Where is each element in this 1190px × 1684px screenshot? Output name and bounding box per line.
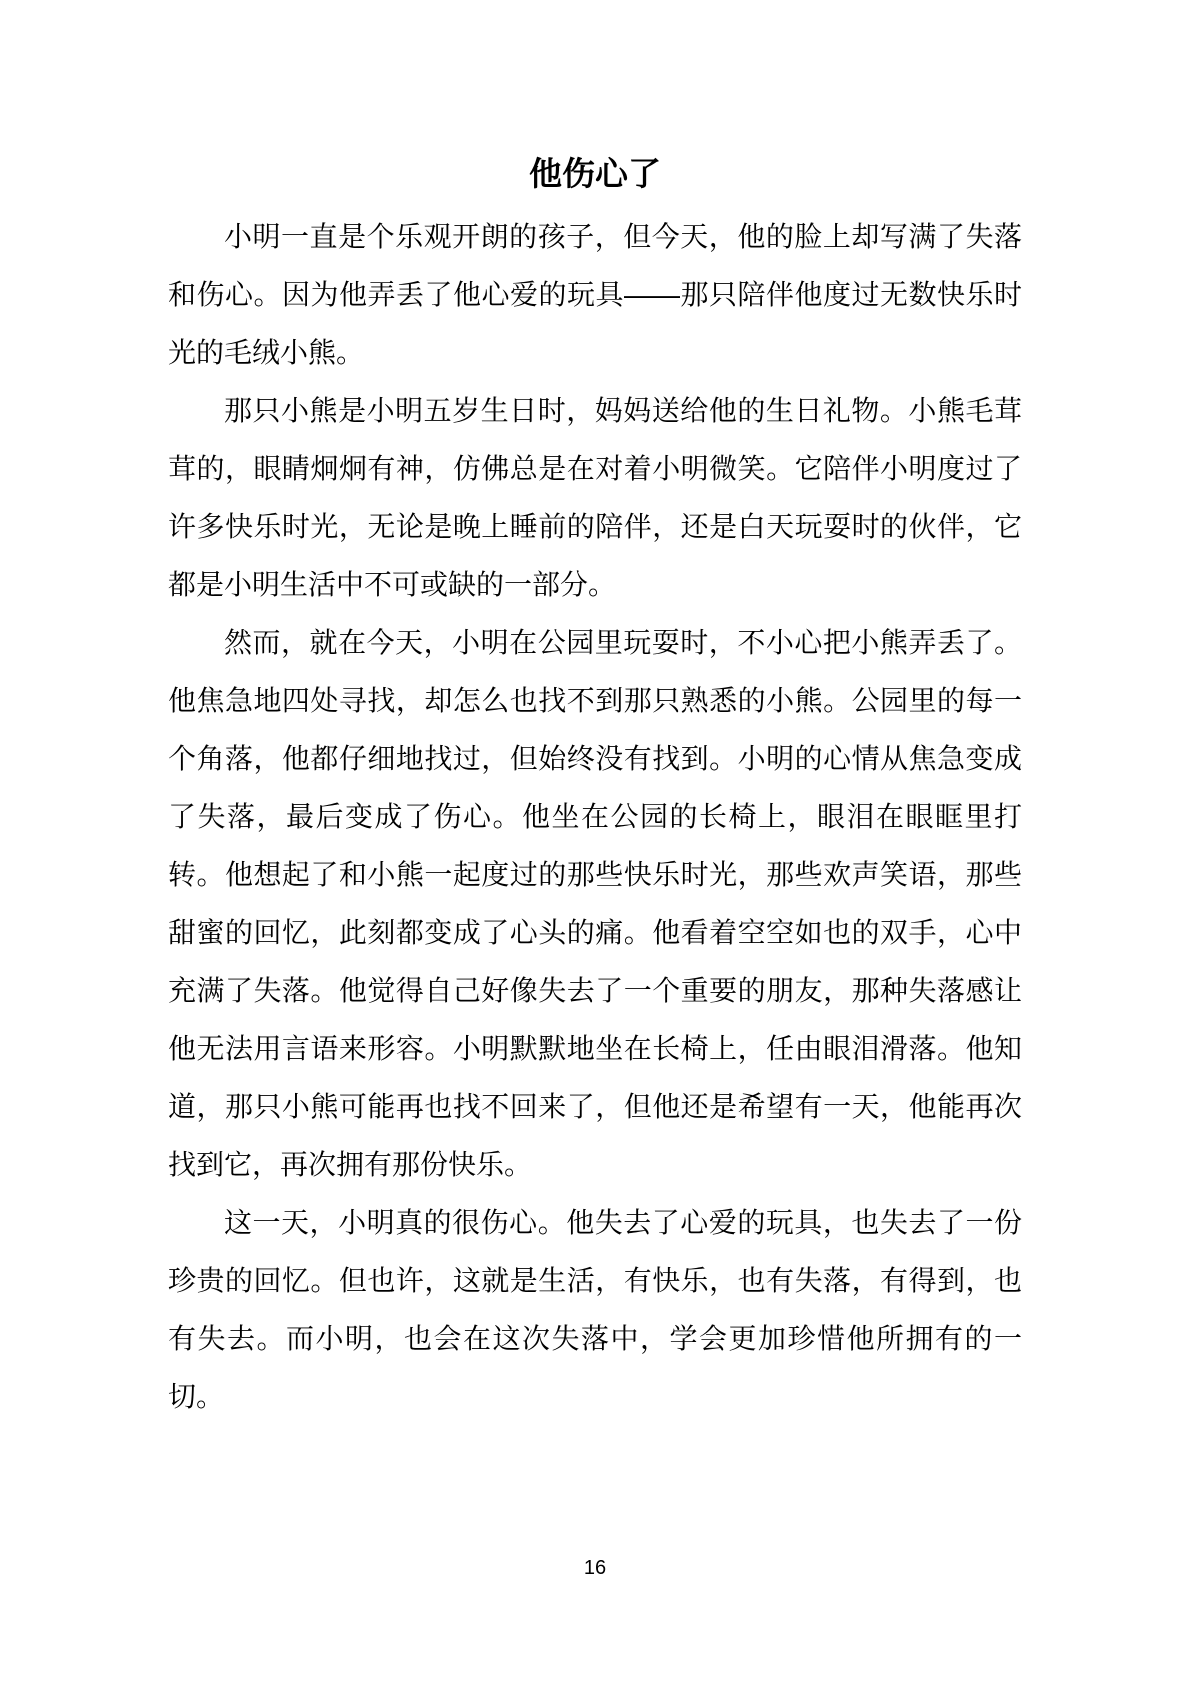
document-body — [168, 148, 1022, 1426]
paragraph-2: 那只小熊是小明五岁生日时，妈妈送给他的生日礼物。小熊毛茸茸的，眼睛炯炯有神，仿佛总是在对着小明微笑。它陪伴小明度过了许多快乐时光，无论是晚上睡前的陪伴，还是白天玩耍时的伙伴，它都是小明生活中不可或缺的一部分。 — [168, 395, 1022, 600]
paragraph-1: 小明一直是个乐观开朗的孩子，但今天，他的脸上却写满了失落和伤心。因为他弄丢了他心爱的玩具——那只陪伴他度过无数快乐时光的毛绒小熊。 — [168, 221, 1022, 368]
page-number: 16 — [583, 1557, 607, 1579]
paragraph-4: 这一天，小明真的很伤心。他失去了心爱的玩具，也失去了一份珍贵的回忆。但也许，这就是生活，有快乐，也有失落，有得到，也有失去。而小明，也会在这次失落中，学会更加珍惜他所拥有的一切。 — [168, 1207, 1022, 1412]
page-title: 他伤心了 — [529, 155, 661, 192]
paragraph-3: 然而，就在今天，小明在公园里玩耍时，不小心把小熊弄丢了。他焦急地四处寻找，却怎么也找不到那只熟悉的小熊。公园里的每一个角落，他都仔细地找过，但始终没有找到。小明的心情从焦急变成了失落，最后变成了伤心。他坐在公园的长椅上，眼泪在眼眶里打转。他想起了和小熊一起度过的那些快乐时光，那些欢声笑语，那些甜蜜的回忆，此刻都变成了心头的痛。他看着空空如也的双手，心中充满了失落。他觉得自己好像失去了一个重要的朋友，那种失落感让他无法用言语来形容。小明默默地坐在长椅上，任由眼泪滑落。他知道，那只小熊可能再也找不回来了，但他还是希望有一天，他能再次找到它，再次拥有那份快乐。 — [168, 627, 1022, 1180]
